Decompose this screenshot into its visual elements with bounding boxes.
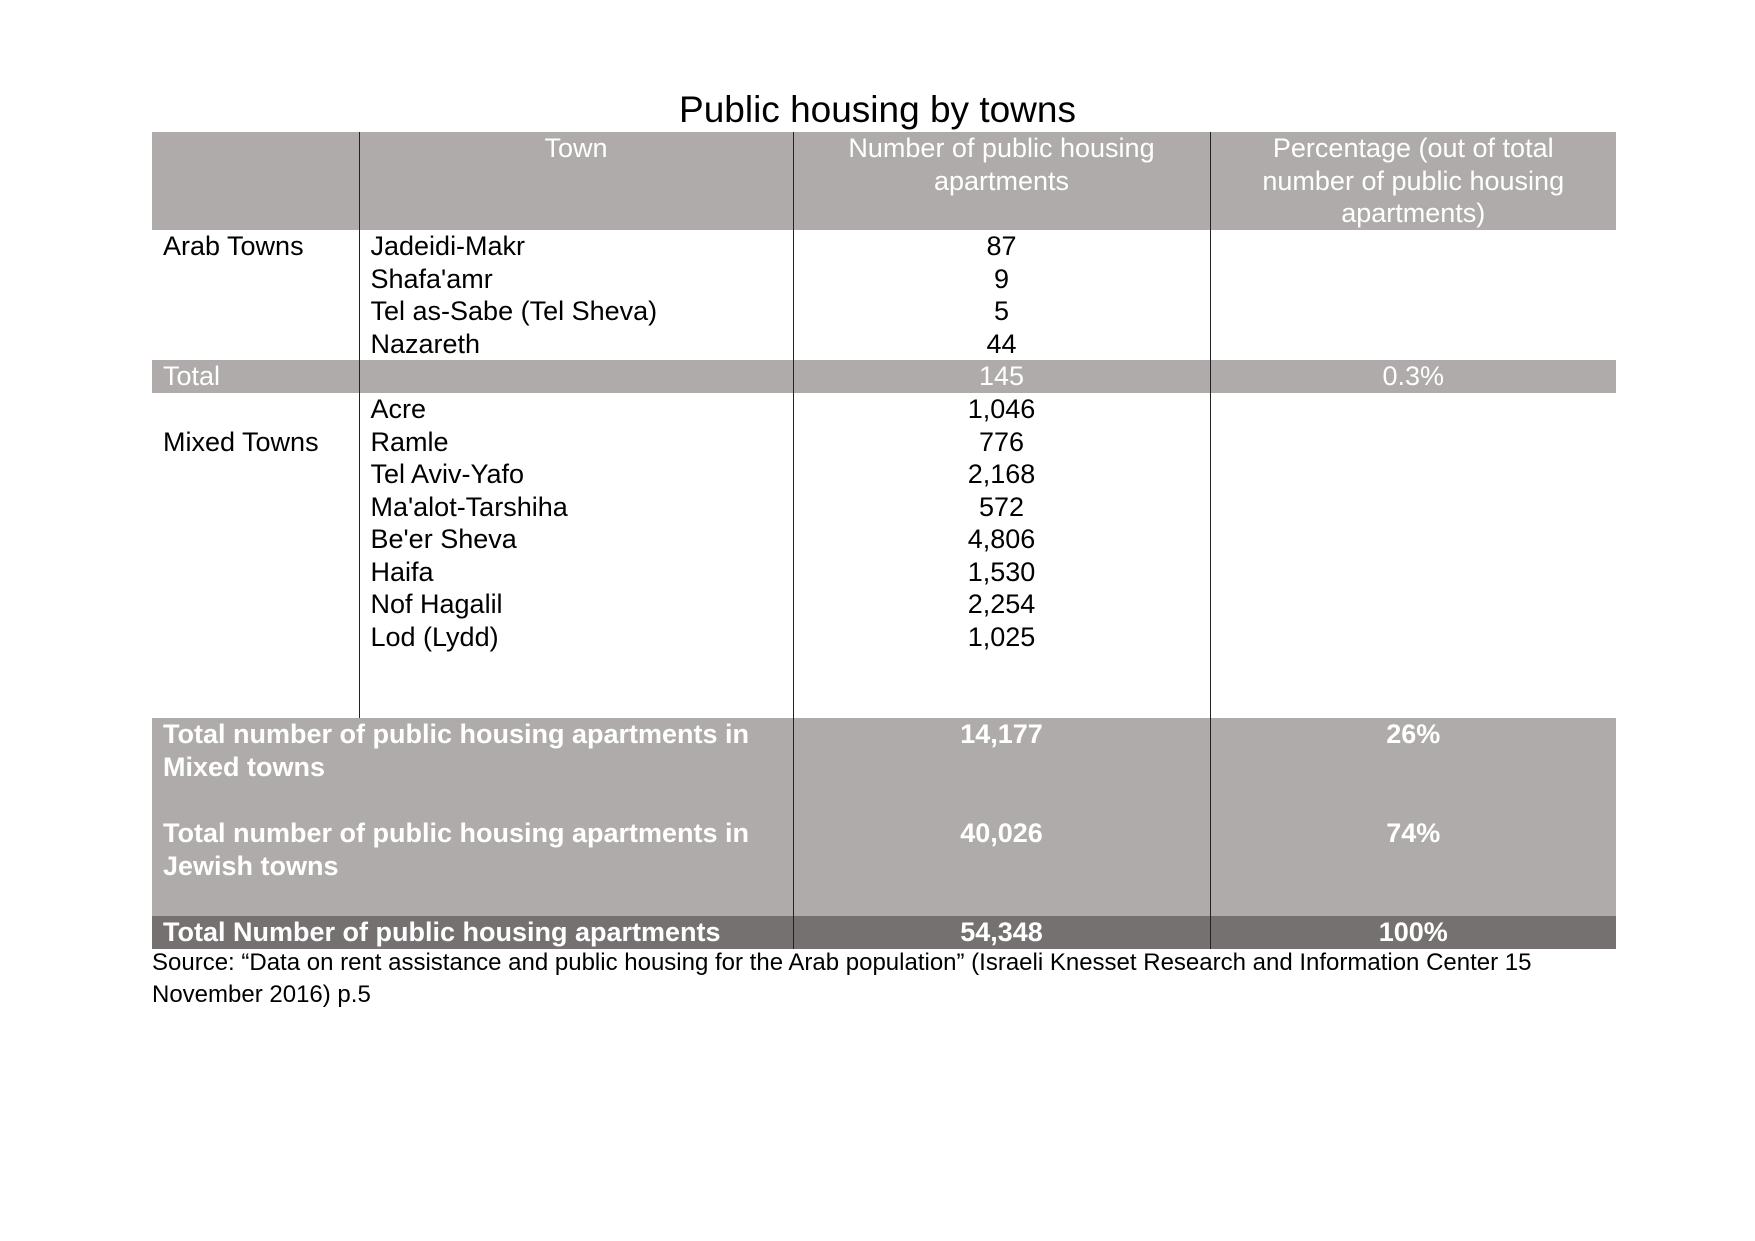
grand-total-row: [152, 916, 1616, 949]
town-number: 1,530: [967, 556, 1036, 587]
arab-total-percentage: 0.3%: [1210, 360, 1616, 393]
page-title: Public housing by towns: [679, 89, 1076, 130]
mixed-towns-label: Mixed Towns: [163, 426, 319, 457]
arab-towns-numbers: [793, 230, 1210, 360]
arab-total-town-empty: [359, 360, 793, 393]
jewish-total-percentage: 74%: [1210, 817, 1616, 916]
town-name: Acre: [370, 394, 427, 424]
arab-total-number: 145: [793, 360, 1210, 393]
header-town: Town: [359, 132, 793, 230]
grand-total-percentage: 100%: [1210, 916, 1616, 949]
town-name: Nazareth: [370, 328, 481, 359]
town-number: 1,025: [967, 621, 1036, 652]
grand-total-number: 54,348: [793, 916, 1210, 949]
mixed-towns-group: [152, 393, 1616, 718]
mixed-total-percentage: 26%: [1210, 718, 1616, 817]
town-number: 4,806: [967, 524, 1036, 554]
town-number: 776: [978, 426, 1025, 457]
mixed-towns-list: [359, 393, 793, 718]
grand-total-label: Total Number of public housing apartments: [152, 916, 793, 949]
town-name: Shafa'amr: [370, 263, 493, 294]
town-number: 44: [986, 328, 1017, 359]
town-number: 572: [978, 491, 1025, 522]
mixed-total-row: [152, 718, 1616, 817]
mixed-total-label: Total number of public housing apartments in Mixed towns: [152, 718, 793, 817]
arab-towns-label: Arab Towns: [163, 231, 304, 261]
mixed-towns-label-cell: [152, 393, 359, 718]
town-name: Nof Hagalil: [370, 589, 503, 619]
jewish-total-label: Total number of public housing apartments in Jewish towns: [152, 817, 793, 916]
town-name: Haifa: [370, 556, 434, 587]
public-housing-table: [152, 132, 1616, 949]
jewish-total-number: 40,026: [793, 817, 1210, 916]
source-note: Source: “Data on rent assistance and public housing for the Arab population” (Israeli Knesset Research and Information Center 15 November 2016) p.5: [152, 949, 1532, 1008]
town-number: 2,254: [967, 589, 1036, 619]
town-number: 9: [993, 263, 1010, 294]
town-number: 5: [993, 296, 1010, 326]
town-name: Ramle: [370, 426, 449, 457]
header-blank-cell: [152, 132, 359, 230]
arab-towns-group: [152, 230, 1616, 360]
town-name: Tel Aviv-Yafo: [370, 459, 525, 489]
town-number: 1,046: [967, 394, 1036, 424]
table-header-row: [152, 132, 1616, 230]
town-name: Jadeidi-Makr: [370, 231, 526, 261]
arab-towns-percentage-empty: [1210, 230, 1616, 360]
town-name: Ma'alot-Tarshiha: [370, 491, 568, 522]
arab-total-label: Total: [152, 360, 359, 393]
arab-towns-total-row: [152, 360, 1616, 393]
arab-towns-list: [359, 230, 793, 360]
town-number: 2,168: [967, 459, 1036, 489]
header-percentage: Percentage (out of total number of public housing apartments): [1210, 132, 1616, 230]
town-name: Tel as-Sabe (Tel Sheva): [370, 296, 658, 326]
mixed-towns-numbers: [793, 393, 1210, 718]
mixed-towns-percentage-empty: [1210, 393, 1616, 718]
town-name: Lod (Lydd): [370, 621, 499, 652]
town-number: 87: [986, 231, 1017, 261]
header-number: Number of public housing apartments: [793, 132, 1210, 230]
jewish-total-row: [152, 817, 1616, 916]
mixed-total-number: 14,177: [793, 718, 1210, 817]
town-name: Be'er Sheva: [370, 524, 517, 554]
